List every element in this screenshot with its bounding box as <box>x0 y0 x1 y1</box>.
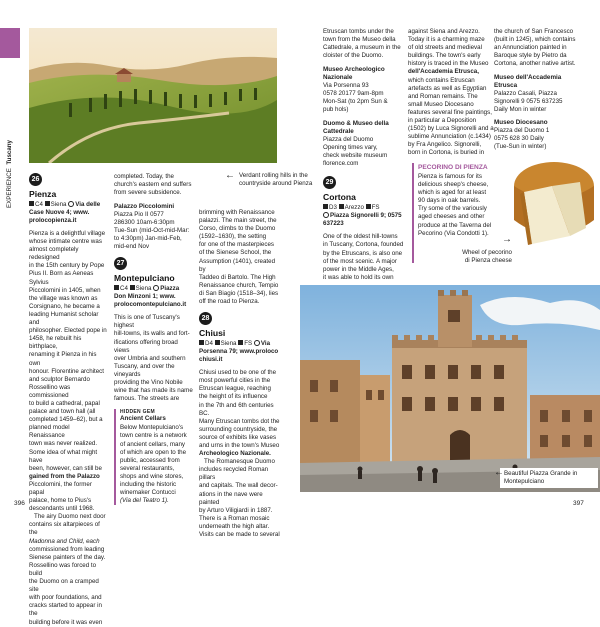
entry-number: 26 <box>29 173 42 186</box>
body-line: and capitals. The wall decor- <box>199 482 278 490</box>
palazzo-title: Palazzo Piccolomini <box>114 203 175 211</box>
province: Siena <box>135 285 152 293</box>
body-line: most powerful cities in the <box>199 377 271 385</box>
info-line: 286300 10am-6:30pm <box>114 219 175 227</box>
body-line: 90 days in oak barrels. <box>418 197 481 205</box>
body-line: Baroque style by Pietro da <box>494 52 567 60</box>
photo-hills <box>29 28 277 163</box>
entry-title: Montepulciano <box>114 273 175 284</box>
body-line: with poor foundations, and <box>29 594 102 602</box>
map-ref-icon <box>323 204 328 209</box>
pecorino-body <box>418 173 508 238</box>
body-line: which is aged for at least <box>418 189 487 197</box>
body-line: the Duomo on a cramped site <box>29 578 99 594</box>
body-line: Cortona, another native artist. <box>494 60 576 68</box>
body-line: Pienza is famous for its <box>418 173 482 180</box>
body-line: shops and wine stores, <box>120 472 184 480</box>
website-link[interactable]: prolocopienza.it <box>29 217 77 224</box>
duomo-title <box>323 120 411 136</box>
museo-dioc-info <box>494 127 594 151</box>
continued-text <box>323 28 411 60</box>
info-line: Mon-Sat (to 2pm Sun & <box>323 98 388 106</box>
body-line: (1592–1630), the setting <box>199 233 267 241</box>
train-label: FS <box>244 340 253 348</box>
arrow-right-icon: → <box>502 234 512 245</box>
body-line: in particular a Deposition <box>408 117 477 125</box>
body-line: almost completely redesigned <box>29 246 79 262</box>
body-line: winemaker Contucci <box>120 489 176 497</box>
body-line: born in Cortona, is buried in <box>408 149 485 157</box>
hidden-gem-kicker: HIDDEN GEM <box>120 409 155 416</box>
body-line: completed. Today, the <box>114 173 174 180</box>
body-line: to build a cathedral, papal <box>29 399 100 407</box>
body-line: and Roman remains. The <box>408 92 478 100</box>
body-line: which contains Etruscan <box>408 76 475 84</box>
tourist-office-address: Don Minzoni 1; www. <box>114 293 176 301</box>
body-line: Cattedrale, a museum in the <box>323 44 401 52</box>
body-line: Tuscany, and over the vineyards <box>114 362 175 378</box>
body-line: Pienza is a delightful village <box>29 230 106 237</box>
body-line: Visits can be made to several <box>199 531 280 538</box>
body-line: Corsignano, he became a <box>29 302 100 310</box>
body-line: town centre is a network <box>120 432 187 440</box>
page-number-left: 396 <box>14 500 25 507</box>
page-number-right: 397 <box>573 500 584 507</box>
body-line: includes recycled Roman pillars <box>199 466 269 482</box>
body-line: church's eastern end suffers <box>114 181 192 189</box>
pecorino-caption <box>442 249 512 265</box>
body-line: di San Biagio (1518–34), lies <box>199 289 279 297</box>
museo-acc-title <box>494 74 594 90</box>
body-line: palace, home to Pius's <box>29 497 92 505</box>
body-line: Assumption (1401), created by <box>199 257 276 273</box>
body-line: surrounding countryside, the <box>199 425 278 433</box>
caption-line: Wheel of pecorino <box>462 249 512 256</box>
body-line: in the 15th century by Pope <box>29 262 105 270</box>
body-line: several restaurants, <box>120 464 175 472</box>
title-line: Nazionale <box>323 74 353 82</box>
entry-title: Pienza <box>29 189 57 199</box>
entry-body <box>323 233 411 282</box>
body-line: Below Montepulciano's <box>120 424 184 432</box>
body-line: commissioned from leading <box>29 545 105 553</box>
entry-body <box>114 314 194 403</box>
body-line: dell'Accademia Etrusca, <box>408 68 479 76</box>
museo-dioc-title: Museo Diocesano <box>494 119 548 127</box>
body-line: The Romanesque Duomo <box>199 458 275 466</box>
info-line: Tue-Sun (mid-Oct-mid-Mar: <box>114 227 190 235</box>
body-line: philosopher. Elected pope in <box>29 327 107 335</box>
entry-body <box>29 230 107 627</box>
continued-text <box>408 28 494 158</box>
body-line: gained from the Palazzo <box>29 472 100 480</box>
tourist-office: Via <box>260 340 271 348</box>
train-label: FS <box>371 204 380 212</box>
body-line: including the historic <box>120 480 177 488</box>
info-line: pub hols) <box>323 106 349 114</box>
body-line: There is a Roman mosaic <box>199 514 270 522</box>
body-line: Chiusi used to be one of the <box>199 369 277 377</box>
side-tab <box>0 28 20 213</box>
body-line: by the Etruscans, is also one <box>323 249 403 257</box>
palazzo-info <box>114 211 194 251</box>
body-line: by Arturo Viligiardi in 1887. <box>199 506 273 514</box>
body-line: Rossellino was commissioned <box>29 383 71 399</box>
title-line: Cattedrale <box>323 128 354 136</box>
body-line: ations in the nave were painted <box>199 490 263 506</box>
body-line: Some idea of what might have <box>29 448 98 464</box>
province: Siena <box>50 201 67 208</box>
body-line: delicious sheep's cheese, <box>418 181 489 189</box>
body-line: Corso, climbs to the Duomo <box>199 225 276 233</box>
map-ref: C4 <box>120 285 128 293</box>
column-3 <box>199 209 281 539</box>
body-line: from severe subsidence. <box>114 189 182 197</box>
column-5 <box>408 28 494 158</box>
body-line: Today it is a charming maze <box>408 36 485 44</box>
body-line: aged cheeses and other <box>418 213 485 221</box>
body-line: wine that has made its name <box>114 387 193 395</box>
body-line: buildings. The town's early <box>408 52 481 60</box>
info-line: Via Porsenna 93 <box>323 82 369 90</box>
body-line: public, accessed from <box>120 456 180 464</box>
info-line: to 4:30pm) Jan-mid-Feb, <box>114 235 182 243</box>
body-line: the village was known as <box>29 294 98 302</box>
body-line: in Tuscany, Cortona, founded <box>323 241 404 249</box>
entry-number: 28 <box>199 312 212 325</box>
body-line: whose intimate centre was <box>29 238 102 246</box>
cheese-image <box>504 150 596 248</box>
museo-arch-info <box>323 82 411 114</box>
body-line: leading Humanist scholar and <box>29 310 99 327</box>
body-line: cloister of the Duomo. <box>323 52 384 60</box>
info-icon <box>323 212 329 218</box>
title-line: Etrusca <box>494 82 518 90</box>
body-line: power in the Middle Ages, <box>323 265 394 273</box>
body-line: providing the Vino Nobile <box>114 379 183 387</box>
body-line: in the 7th and 6th centuries BC. <box>199 401 274 417</box>
info-line: 0575 628 30 Daily <box>494 135 544 143</box>
body-line: brimming with Renaissance <box>199 209 275 216</box>
title-line: Museo dell'Accademia <box>494 74 562 82</box>
entry-number: 29 <box>323 176 336 189</box>
column-4 <box>323 28 411 282</box>
province: Siena <box>220 340 237 348</box>
body-line: Etruscan league, reaching <box>199 385 271 393</box>
body-line: This is one of Tuscany's highest <box>114 314 180 330</box>
body-line: of old streets and medieval <box>408 44 482 52</box>
body-line: the church of San Francesco <box>494 28 574 35</box>
entry-title: Cortona <box>323 192 356 203</box>
body-line: planned model Renaissance <box>29 424 70 440</box>
duomo-info <box>323 136 411 168</box>
body-line: Piccolomini, the former papal <box>29 480 92 496</box>
body-line: by Fra Angelico. Signorelli, <box>408 141 482 149</box>
body-line: contains six altarpieces of the <box>29 521 100 537</box>
entry-title: Chiusi <box>199 328 226 339</box>
body-line: and sculptor Bernardo <box>29 375 90 383</box>
body-line: hill-towns, its walls and fort- <box>114 330 190 338</box>
body-line: off the road to Pienza. <box>199 298 260 306</box>
info-line: mid-end Nov <box>114 243 150 251</box>
info-line: Piazza del Duomo 1 <box>494 127 550 135</box>
body-line: Many Etruscan tombs dot the <box>199 417 280 425</box>
photo-piazza-caption-text: Beautiful Piazza Grande in Montepulciano <box>504 470 578 485</box>
body-line: artefacts as well as Egyptian <box>408 84 487 92</box>
map-ref: D4 <box>205 340 213 348</box>
info-line: florence.com <box>323 160 359 168</box>
train-icon <box>238 340 243 345</box>
body-line: ifications offering broad views <box>114 338 178 354</box>
photo-hills-caption-text: Verdant rolling hills in the countryside around Pienza <box>239 172 313 187</box>
province-icon <box>130 285 135 290</box>
body-line: of ancient cellars, many <box>120 440 185 448</box>
body-line: Sienese painters of the day. <box>29 553 106 561</box>
body-line: sublime Annunciation (c.1434) <box>408 133 491 141</box>
body-line: features several fine paintings, <box>408 108 492 116</box>
map-ref-icon <box>29 201 34 206</box>
body-line: against Siena and Arezzo. <box>408 28 480 35</box>
hidden-gem-box <box>114 409 196 505</box>
body-line: of the Sienese School, the <box>199 249 272 257</box>
map-ref-icon <box>114 285 119 290</box>
caption-line: di Pienza cheese <box>464 257 512 264</box>
body-line: renaming it Pienza in his own <box>29 351 97 367</box>
info-line: Palazzo Casali, Piazza <box>494 90 557 98</box>
body-line: underneath the high altar. <box>199 522 270 530</box>
info-icon <box>254 340 260 346</box>
body-line: palace and town hall (all <box>29 408 96 416</box>
map-ref: C4 <box>35 201 43 208</box>
photo-piazza <box>300 285 600 492</box>
section-pienza <box>29 173 107 627</box>
body-line: an Annunciation painted in <box>494 44 567 52</box>
title-line: Duomo & Museo della <box>323 120 389 128</box>
tourist-office: Piazza Signorelli 9; 0575 <box>330 212 402 220</box>
photo-piazza-caption <box>494 467 598 488</box>
body-line: The airy Duomo next door <box>29 513 106 521</box>
body-line: completed 1459–62), but a <box>29 416 103 424</box>
continued-text <box>114 173 194 197</box>
tourist-office: Via delle Case Nuove 4; www. <box>29 201 101 216</box>
info-icon <box>153 285 159 291</box>
body-line: source of exhibits like vases <box>199 433 277 441</box>
body-line: Madonna and Child, each <box>29 537 100 545</box>
province-icon <box>45 201 50 206</box>
map-ref-icon <box>199 340 204 345</box>
continued-text <box>494 28 594 68</box>
province-icon <box>215 340 220 345</box>
body-line: been, however, can still be <box>29 464 102 472</box>
province: Arezzo <box>344 204 364 212</box>
body-line: (built in 1245), which contains <box>494 36 576 44</box>
info-line: 0578 20177 9am-8pm <box>323 90 384 98</box>
body-line: Piccolomini in 1405, when <box>29 286 101 294</box>
body-line: 1458, he rebuilt his birthplace, <box>29 335 82 351</box>
info-line: Piazza del Duomo <box>323 136 374 144</box>
tourist-office: Piazza <box>160 285 180 293</box>
body-line: for one of the masterpieces <box>199 241 274 249</box>
body-line: of the most scenic. A major <box>323 257 397 265</box>
body-line: Taddeo di Bartolo. The High <box>199 273 276 281</box>
tourist-office-address: Porsenna 79; www.proloco <box>199 348 279 356</box>
info-line: Signorelli 9 0575 637235 <box>494 98 563 106</box>
website-link[interactable]: prolocomontepulciano.it <box>114 301 187 309</box>
title-line: Museo Archeologico <box>323 66 385 74</box>
hidden-gem-body <box>120 424 196 505</box>
body-line: honour. Florentine architect <box>29 367 104 375</box>
info-line: check website museum <box>323 152 388 160</box>
side-tab-region: Tuscany <box>6 140 13 165</box>
photo-hills-caption <box>225 170 313 188</box>
body-line: town was never realized. <box>29 440 98 448</box>
website-link[interactable]: chiusi.it <box>199 356 223 364</box>
continued-text <box>199 209 281 306</box>
arrow-left-icon: ← <box>494 467 504 478</box>
body-line: building before it was even <box>29 618 103 626</box>
entry-number: 27 <box>114 257 127 270</box>
body-line: Pius II. Born as Aeneas Sylvius <box>29 270 94 286</box>
info-icon <box>68 201 74 207</box>
body-line: cracks started to appear in the <box>29 602 102 618</box>
body-line: descendants until 1968. <box>29 505 95 513</box>
body-line: Etruscan tombs under the <box>323 28 394 35</box>
body-line: Renaissance church, Tempio <box>199 281 279 289</box>
body-line: Archeologico Nazionale. <box>199 450 271 458</box>
body-line: town from the Museo della <box>323 36 396 44</box>
arrow-left-icon: ← <box>225 170 235 181</box>
hidden-gem-title: Ancient Cellars <box>120 415 166 423</box>
side-tab-experience: EXPERIENCE <box>6 168 13 208</box>
body-line: famous. The streets are <box>114 395 180 403</box>
body-line: produce at the Taverna del <box>418 221 492 229</box>
map-ref: D3 <box>329 204 337 212</box>
column-2 <box>114 173 194 505</box>
body-line: and urns in the town's Museo <box>199 441 280 449</box>
province-icon <box>339 204 344 209</box>
body-line: One of the oldest hill-towns <box>323 233 398 241</box>
body-line: over Umbria and southern <box>114 354 186 362</box>
info-line: Daily Mon in winter <box>494 106 547 114</box>
body-line: history is traced in the Museo <box>408 60 489 68</box>
pecorino-box <box>412 163 594 271</box>
info-line: Opening times vary, <box>323 144 378 152</box>
body-line: (1502) by Luca Signorelli and a <box>408 125 494 133</box>
body-line: palazzi. The main street, the <box>199 217 277 225</box>
body-line: Try some of the variously <box>418 205 487 213</box>
body-line: small Museo Diocesano <box>408 100 474 108</box>
museo-arch-title <box>323 66 411 82</box>
entry-body <box>199 369 281 539</box>
pecorino-title: PECORINO DI PIENZA <box>418 164 488 171</box>
column-6 <box>494 28 594 151</box>
tourist-office-phone: 637223 <box>323 220 344 228</box>
body-line: (Via del Teatro 1). <box>120 497 169 505</box>
info-line: (Tue-Sun in winter) <box>494 143 547 151</box>
train-icon <box>366 204 371 209</box>
info-line: Piazza Pio II 0577 <box>114 211 164 219</box>
body-line: it was able to hold its own <box>323 273 394 281</box>
body-line: Pecorino (Via Condotti 1). <box>418 229 489 237</box>
body-line: the height of its influence <box>199 393 268 401</box>
museo-acc-info <box>494 90 594 114</box>
body-line: Rossellino was forced to build <box>29 561 97 577</box>
body-line: of which are open to the <box>120 448 187 456</box>
